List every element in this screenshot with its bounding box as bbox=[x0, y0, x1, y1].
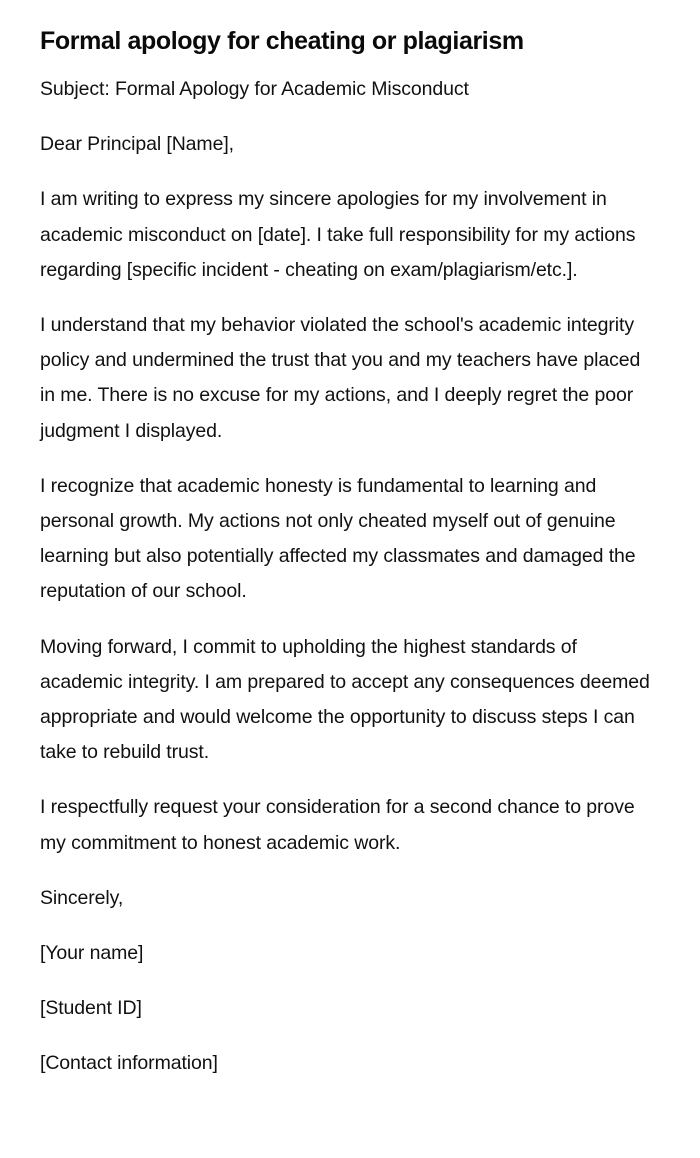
body-paragraph: I am writing to express my sincere apologies for my involvement in academic misconduct on [date]. I take full responsibility for my actions regarding [specific incident - cheating on exam/plagiarism/etc.]. bbox=[40, 188, 636, 281]
body-paragraph: I understand that my behavior violated the school's academic integrity policy and undermined the trust that you and my teachers have placed in me. There is no excuse for my actions, and I deeply regret the poor judgment I displayed. bbox=[40, 314, 641, 442]
body-paragraph: Moving forward, I commit to upholding the highest standards of academic integrity. I am prepared to accept any consequences deemed appropriate and would welcome the opportunity to discuss steps I can take to rebuild trust. bbox=[40, 635, 650, 764]
signature-contact: [Contact information] bbox=[40, 1052, 218, 1075]
salutation: Dear Principal [Name], bbox=[40, 133, 234, 156]
body-paragraph: I recognize that academic honesty is fundamental to learning and personal growth. My actions not only cheated myself out of genuine learning but also potentially affected my classmates and damaged the reputation of our school. bbox=[40, 474, 636, 603]
signature-student-id: [Student ID] bbox=[40, 997, 142, 1020]
subject-line: Subject: Formal Apology for Academic Misconduct bbox=[40, 78, 469, 100]
signature-name: [Your name] bbox=[40, 942, 144, 965]
document-title: Formal apology for cheating or plagiarism bbox=[40, 27, 524, 55]
body-paragraph: I respectfully request your consideration for a second chance to prove my commitment to honest academic work. bbox=[40, 796, 635, 854]
closing: Sincerely, bbox=[40, 886, 124, 909]
